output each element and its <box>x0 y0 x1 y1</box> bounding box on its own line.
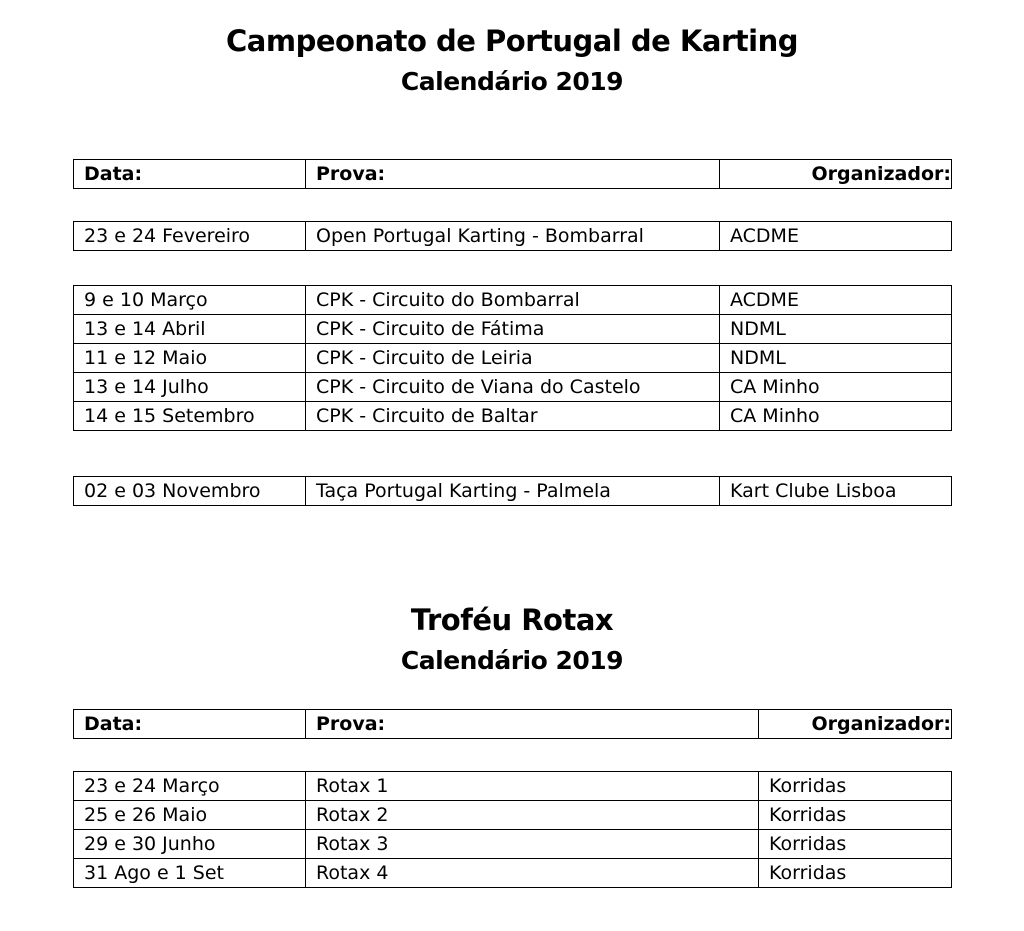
row-organizer: NDML <box>720 315 952 344</box>
header-date: Data: <box>74 710 306 739</box>
row-event: Rotax 3 <box>306 830 759 859</box>
row-organizer: Korridas <box>759 859 952 888</box>
championship-group-cpk <box>73 285 952 431</box>
row-organizer: Korridas <box>759 801 952 830</box>
rotax-subtitle: Calendário 2019 <box>400 646 624 675</box>
row-date: 29 e 30 Junho <box>74 830 306 859</box>
header-event: Prova: <box>306 160 720 189</box>
rotax-header-table <box>73 709 952 739</box>
row-organizer: Korridas <box>759 830 952 859</box>
table-row <box>74 801 952 830</box>
row-date: 13 e 14 Abril <box>74 315 306 344</box>
row-organizer: Korridas <box>759 772 952 801</box>
championship-header-table <box>73 159 952 189</box>
row-event: CPK - Circuito de Fátima <box>306 315 720 344</box>
table-row <box>74 344 952 373</box>
row-event: Rotax 2 <box>306 801 759 830</box>
table-row <box>74 859 952 888</box>
championship-group-taca <box>73 476 952 506</box>
row-event: CPK - Circuito de Baltar <box>306 402 720 431</box>
header-event: Prova: <box>306 710 759 739</box>
row-organizer: NDML <box>720 344 952 373</box>
row-organizer: ACDME <box>720 286 952 315</box>
header-row <box>74 710 952 739</box>
row-date: 31 Ago e 1 Set <box>74 859 306 888</box>
row-date: 23 e 24 Março <box>74 772 306 801</box>
table-row <box>74 373 952 402</box>
championship-title: Campeonato de Portugal de Karting <box>226 24 798 58</box>
rotax-table <box>73 771 952 888</box>
table-row <box>74 830 952 859</box>
rotax-title: Troféu Rotax <box>410 603 614 637</box>
row-organizer: Kart Clube Lisboa <box>720 477 952 506</box>
row-organizer: CA Minho <box>720 402 952 431</box>
row-date: 23 e 24 Fevereiro <box>74 222 306 251</box>
row-event: CPK - Circuito do Bombarral <box>306 286 720 315</box>
row-organizer: ACDME <box>720 222 952 251</box>
row-event: CPK - Circuito de Leiria <box>306 344 720 373</box>
header-organizer: Organizador: <box>759 710 952 739</box>
row-event: Rotax 1 <box>306 772 759 801</box>
row-event: CPK - Circuito de Viana do Castelo <box>306 373 720 402</box>
header-row <box>74 160 952 189</box>
row-date: 13 e 14 Julho <box>74 373 306 402</box>
row-date: 14 e 15 Setembro <box>74 402 306 431</box>
header-date: Data: <box>74 160 306 189</box>
header-organizer: Organizador: <box>720 160 952 189</box>
row-event: Taça Portugal Karting - Palmela <box>306 477 720 506</box>
row-date: 25 e 26 Maio <box>74 801 306 830</box>
row-date: 02 e 03 Novembro <box>74 477 306 506</box>
table-row <box>74 286 952 315</box>
row-event: Rotax 4 <box>306 859 759 888</box>
row-event: Open Portugal Karting - Bombarral <box>306 222 720 251</box>
championship-subtitle: Calendário 2019 <box>400 67 624 96</box>
championship-group-open <box>73 221 952 251</box>
table-row <box>74 477 952 506</box>
row-date: 11 e 12 Maio <box>74 344 306 373</box>
table-row <box>74 772 952 801</box>
row-date: 9 e 10 Março <box>74 286 306 315</box>
table-row <box>74 315 952 344</box>
table-row <box>74 222 952 251</box>
table-row <box>74 402 952 431</box>
row-organizer: CA Minho <box>720 373 952 402</box>
